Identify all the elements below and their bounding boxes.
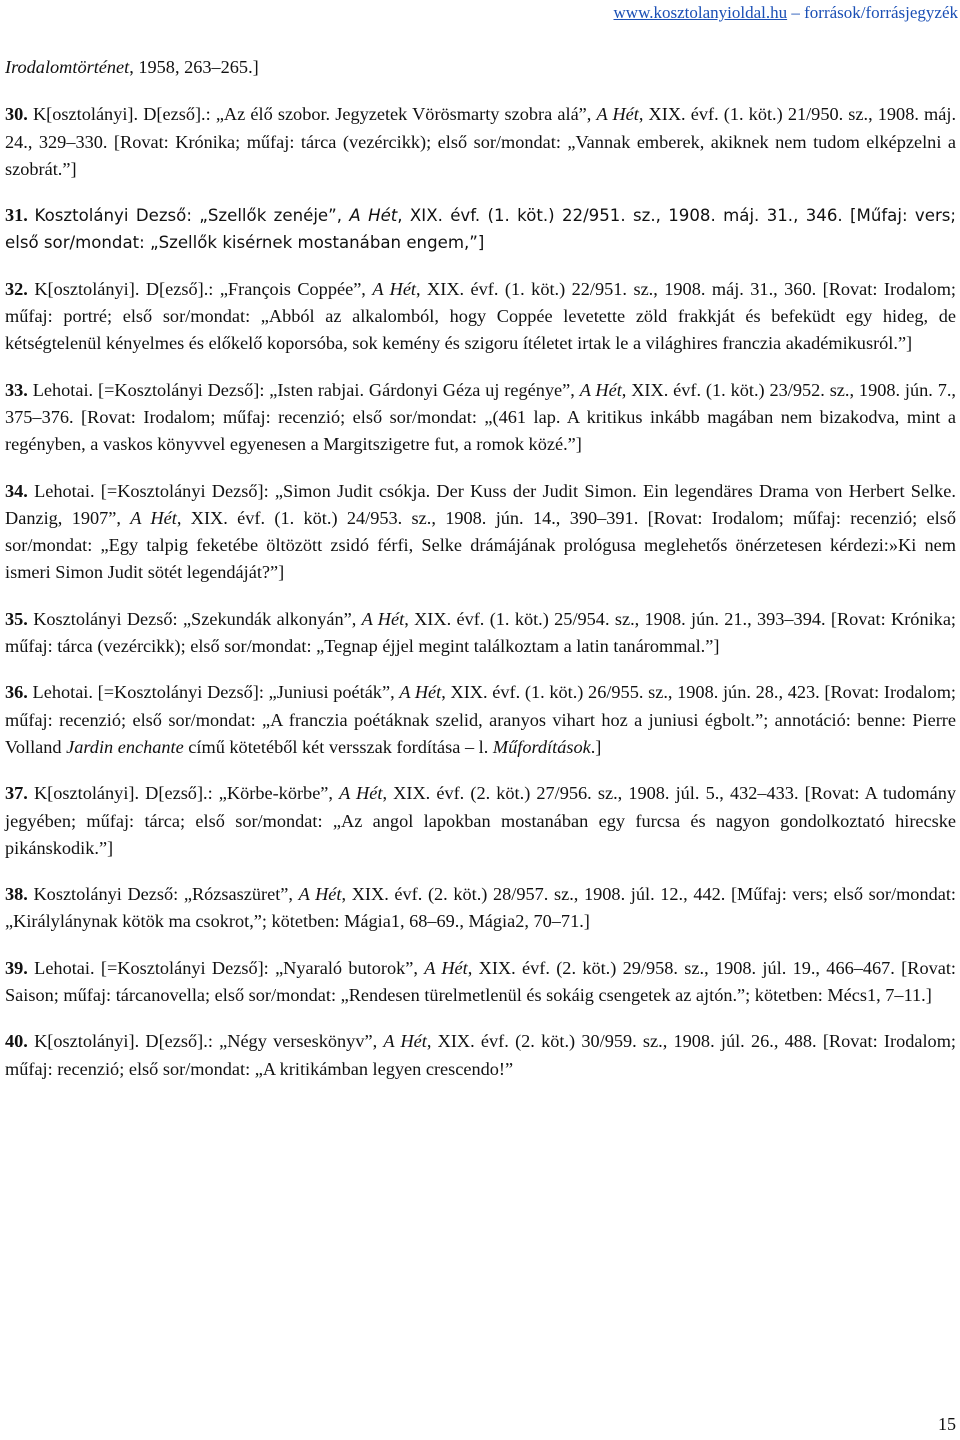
entry-text: , XIX. évf. (2. köt.) 28/957. sz., 1908. júl. 12., 442. [Műfaj: vers; első sor/mondat: „Királylánynak kötök ma csokrot,”; kötetben: Mágia1, 68–69., Mágia2, 70–71.]: [5, 884, 957, 932]
entry-text: Lehotai. [=Kosztolányi Dezső]: „Isten rabjai. Gárdonyi Géza uj regénye”,: [32, 379, 580, 400]
entry-text: Lehotai. [=Kosztolányi Dezső]: „Simon Judit csókja. Der Kuss der Judit Simon. Ein legendäres Drama von Herbert Selke. Danzig, 1907”,: [5, 480, 956, 528]
entry-text: , 1958, 263–265.]: [129, 57, 259, 77]
bibliography-entry-e31: [5, 202, 956, 257]
entry-text: Kosztolányi Dezső: „Szellők zenéje”,: [34, 206, 350, 226]
entry-text: Lehotai. [=Kosztolányi Dezső]: „Juniusi poéták”,: [32, 682, 400, 703]
entry-title-italic: Jardin enchante: [66, 736, 184, 757]
bibliography-entry-e37: [5, 780, 956, 862]
entry-title-italic: A Hét: [383, 1031, 427, 1052]
page-header: [614, 2, 958, 24]
bibliography-entry-e30: [5, 101, 956, 183]
entry-number: 38.: [5, 884, 34, 905]
page-number: 15: [938, 1414, 956, 1434]
entry-title-italic: A Hét: [339, 783, 383, 804]
entry-title-italic: A Hét: [579, 379, 622, 400]
entry-number: 31.: [5, 205, 35, 226]
entry-number: 32.: [5, 278, 35, 299]
entry-title-italic: Irodalomtörténet: [5, 57, 130, 77]
bibliography-entry-e34: [5, 478, 956, 587]
bibliography-entry-e33: [5, 377, 956, 459]
entry-text: .]: [590, 736, 602, 757]
bibliography-entry-e39: [5, 955, 956, 1010]
entry-title-italic: A Hét: [596, 104, 639, 125]
entry-text: Kosztolányi Dezső: „Szekundák alkonyán”,: [33, 608, 362, 629]
entry-title-italic: A Hét: [130, 507, 177, 528]
entry-text: Kosztolányi Dezső: „Rózsaszüret”,: [33, 884, 299, 905]
entry-number: 35.: [5, 608, 34, 629]
header-separator: –: [787, 3, 805, 22]
site-link[interactable]: www.kosztolanyioldal.hu: [613, 3, 788, 22]
header-section-path: források/forrásjegyzék: [804, 3, 958, 22]
bibliography-entry-e32: [5, 276, 956, 358]
entry-title-italic: A Hét: [349, 206, 398, 226]
entry-number: 40.: [5, 1031, 35, 1052]
entry-title-italic: A Hét: [361, 608, 405, 629]
bibliography-entry-e29: [5, 54, 956, 81]
entry-text: , XIX. évf. (2. köt.) 30/959. sz., 1908. júl. 26., 488. [Rovat: Irodalom; műfaj: recenzió; első sor/mondat: „A kritikámban legyen crescendo!”: [5, 1031, 956, 1079]
entry-title-italic: A Hét: [372, 278, 417, 299]
entry-title-italic: A Hét: [424, 957, 468, 978]
entry-title-italic: A Hét: [298, 884, 342, 905]
entry-text: , XIX. évf. (1. köt.) 21/950. sz., 1908. máj. 24., 329–330. [Rovat: Krónika; műfaj: tárca (vezércikk); első sor/mondat: „Vannak emberek, akiknek nem tudom elképzelni a szobrát.”]: [5, 104, 957, 179]
entry-text: , XIX. évf. (1. köt.) 22/951. sz., 1908. máj. 31., 360. [Rovat: Irodalom; műfaj: portré; első sor/mondat: „Abból az alkalomból, hogy Coppée levetette zöld frakkját és befeküdt egy hideg, de kétségtelenül kényelmes és előkelő koporsóba, sok kemény és szigoru ítéletet irtak le a világhires franczia akadémikusról.”]: [5, 278, 956, 354]
bibliography-entry-e38: [5, 881, 956, 936]
entry-text: K[osztolányi]. D[ezső].: „Körbe-körbe”,: [33, 783, 340, 804]
entry-text: , XIX. évf. (1. köt.) 25/954. sz., 1908. jún. 21., 393–394. [Rovat: Krónika; műfaj: tárca (vezércikk); első sor/mondat: „Tegnap éjjel megint találkoztam a latin tanárommal.”]: [5, 608, 957, 657]
entry-text: K[osztolányi]. D[ezső].: „Az élő szobor. Jegyzetek Vörösmarty szobra alá”,: [32, 104, 597, 125]
entry-title-italic: A Hét: [399, 682, 442, 703]
entry-number: 34.: [5, 480, 35, 501]
bibliography-entry-e40: [5, 1028, 956, 1083]
entry-text: , XIX. évf. (1. köt.) 26/955. sz., 1908. jún. 28., 423. [Rovat: Irodalom; műfaj: recenzió; első sor/mondat: „A franczia poétáknak szelid, aranyos vihart hoz a juniusi égbolt.”; annotáció: benne: Pierre Volland: [5, 682, 956, 757]
entry-text: című kötetéből két versszak fordítása – l.: [183, 736, 493, 757]
entry-text: K[osztolányi]. D[ezső].: „Négy verseskönyv”,: [34, 1031, 384, 1052]
bibliography-entry-e35: [5, 606, 956, 661]
entry-text: , XIX. évf. (2. köt.) 27/956. sz., 1908. júl. 5., 432–433. [Rovat: A tudomány jegyében; műfaj: tárca; első sor/mondat: „Az angol lapokban mostanában egy furcsa és nagyon gondolkoztató hirecske pikánskodik.”]: [5, 783, 956, 858]
entry-number: 37.: [5, 783, 34, 804]
entry-number: 33.: [5, 379, 33, 400]
bibliography-entry-e36: [5, 679, 956, 761]
entry-title-italic: Műfordítások: [492, 736, 591, 757]
entry-text: , XIX. évf. (2. köt.) 29/958. sz., 1908. júl. 19., 466–467. [Rovat: Saison; műfaj: tárcanovella; első sor/mondat: „Rendesen türelmetlenül és sokáig csengetek az ajtón.”; kötetben: Mécs1, 7–11.]: [5, 957, 956, 1006]
entry-text: Lehotai. [=Kosztolányi Dezső]: „Nyaraló butorok”,: [34, 957, 425, 978]
entry-number: 30.: [5, 104, 33, 125]
bibliography-list: [5, 54, 956, 1102]
entry-number: 39.: [5, 957, 35, 978]
entry-text: , XIX. évf. (1. köt.) 22/951. sz., 1908. máj. 31., 346. [Műfaj: vers; első sor/mondat: „Szellők kisérnek mostanában engem,”]: [5, 206, 957, 253]
entry-number: 36.: [5, 682, 33, 703]
entry-text: , XIX. évf. (1. köt.) 24/953. sz., 1908. jún. 14., 390–391. [Rovat: Irodalom; műfaj: recenzió; első sor/mondat: „Egy talpig feketébe öltözött zsidó férfi, Selke drámájának prológusa meglehetős önérzetesen kérdezi:»Ki nem ismeri Simon Judit sötét legendáját?”]: [5, 507, 956, 583]
entry-text: K[osztolányi]. D[ezső].: „François Coppée”,: [34, 278, 373, 299]
entry-text: , XIX. évf. (1. köt.) 23/952. sz., 1908. jún. 7., 375–376. [Rovat: Irodalom; műfaj: recenzió; első sor/mondat: „(461 lap. A kritikus inkább magában nem bizakodva, mint a regényben, a vaskos könyvvel egyenesen a Margitszigetre fut, a romok közé.”]: [5, 379, 957, 455]
